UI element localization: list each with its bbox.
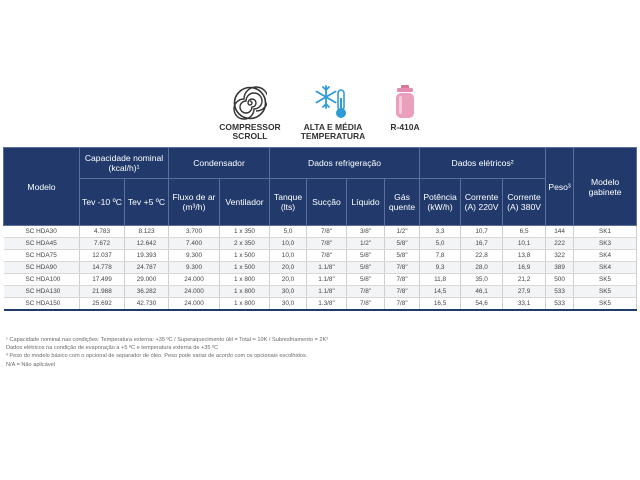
table-cell: 24.787 bbox=[125, 262, 169, 274]
footnotes bbox=[6, 336, 626, 369]
table-cell: 533 bbox=[546, 286, 574, 298]
footnote: ¹ Capacidade nominal nas condições: Temperatura externa: +35 ºC / Superaquecimento útil = Total = 10K / Subresfriamento = 2K² bbox=[6, 337, 329, 343]
table-cell: SK3 bbox=[574, 238, 637, 250]
table-cell: 1.1/8" bbox=[307, 274, 347, 286]
table-cell: 389 bbox=[546, 262, 574, 274]
table-cell: 3.700 bbox=[169, 226, 220, 238]
compressor-scroll-icon bbox=[233, 86, 267, 120]
table-cell: 5,0 bbox=[270, 226, 307, 238]
table-cell: 5/8" bbox=[347, 274, 385, 286]
table-cell: 10,0 bbox=[270, 238, 307, 250]
table-cell: 24.000 bbox=[169, 286, 220, 298]
table-cell: 10,7 bbox=[461, 226, 503, 238]
header-condensador: Condensador bbox=[169, 148, 270, 179]
table-cell: 33,1 bbox=[503, 298, 546, 311]
model-cell: SC HDA100 bbox=[4, 274, 80, 286]
table-row bbox=[4, 286, 637, 298]
table-cell: 222 bbox=[546, 238, 574, 250]
table-row bbox=[4, 298, 637, 311]
table-cell: 10,1 bbox=[503, 238, 546, 250]
table-cell: 12.642 bbox=[125, 238, 169, 250]
table-cell: 13,8 bbox=[503, 250, 546, 262]
table-cell: 28,0 bbox=[461, 262, 503, 274]
table-cell: 30,0 bbox=[270, 298, 307, 311]
table-cell: 1/2" bbox=[385, 226, 420, 238]
table-cell: 30,0 bbox=[270, 286, 307, 298]
table-cell: 16,7 bbox=[461, 238, 503, 250]
table-cell: 7/8" bbox=[385, 262, 420, 274]
header-corrente-220: Corrente (A) 220V bbox=[461, 179, 503, 226]
feature-refrigerant bbox=[380, 84, 430, 132]
table-cell: 1 x 800 bbox=[220, 298, 270, 311]
header-tev-p5: Tev +5 ºC bbox=[125, 179, 169, 226]
header-tanque: Tanque (lts) bbox=[270, 179, 307, 226]
table-cell: 7.672 bbox=[80, 238, 125, 250]
feature-temperature bbox=[297, 84, 369, 141]
table-cell: 7,8 bbox=[420, 250, 461, 262]
table-cell: 7/8" bbox=[347, 298, 385, 311]
header-liquido: Líquido bbox=[347, 179, 385, 226]
table-cell: SK5 bbox=[574, 286, 637, 298]
table-cell: 25.692 bbox=[80, 298, 125, 311]
table-cell: 35,0 bbox=[461, 274, 503, 286]
header-refrigeracao: Dados refrigeração bbox=[270, 148, 420, 179]
table-cell: SK1 bbox=[574, 226, 637, 238]
table-cell: 322 bbox=[546, 250, 574, 262]
table-cell: 7/8" bbox=[307, 226, 347, 238]
table-cell: 1.1/8" bbox=[307, 286, 347, 298]
table-cell: 16,9 bbox=[503, 262, 546, 274]
table-cell: 42.730 bbox=[125, 298, 169, 311]
header-capacidade: Capacidade nominal (kcal/h)¹ bbox=[80, 148, 169, 179]
table-cell: SK4 bbox=[574, 262, 637, 274]
header-corrente-380: Corrente (A) 380V bbox=[503, 179, 546, 226]
spec-table bbox=[3, 147, 637, 311]
table-cell: 29.000 bbox=[125, 274, 169, 286]
table-cell: 9.300 bbox=[169, 250, 220, 262]
table-cell: 21,2 bbox=[503, 274, 546, 286]
table-row bbox=[4, 226, 637, 238]
model-cell: SC HDA150 bbox=[4, 298, 80, 311]
header-modelo: Modelo bbox=[4, 148, 80, 226]
table-cell: 3,3 bbox=[420, 226, 461, 238]
table-cell: 533 bbox=[546, 298, 574, 311]
table-cell: 1 x 350 bbox=[220, 226, 270, 238]
header-peso: Peso³ bbox=[546, 148, 574, 226]
table-cell: 7/8" bbox=[385, 298, 420, 311]
footnote: N/A = Não aplicável bbox=[6, 361, 55, 368]
table-cell: 7/8" bbox=[385, 286, 420, 298]
header-succao: Sucção bbox=[307, 179, 347, 226]
table-cell: 7/8" bbox=[385, 274, 420, 286]
table-cell: 144 bbox=[546, 226, 574, 238]
table-cell: 5,0 bbox=[420, 238, 461, 250]
table-cell: 1 x 500 bbox=[220, 262, 270, 274]
table-cell: 12.037 bbox=[80, 250, 125, 262]
table-cell: 24.000 bbox=[169, 298, 220, 311]
footnote: Dados elétricos na condição de evaporação a +5 ºC e temperatura externa de +35 ºC bbox=[6, 345, 219, 352]
feature-caption: COMPRESSOR SCROLL bbox=[219, 122, 281, 141]
table-row bbox=[4, 238, 637, 250]
feature-caption: ALTA E MÉDIA TEMPERATURA bbox=[300, 122, 366, 141]
table-cell: 5/8" bbox=[347, 250, 385, 262]
table-row bbox=[4, 250, 637, 262]
table-cell: 9.300 bbox=[169, 262, 220, 274]
table-cell: 1.1/8" bbox=[307, 262, 347, 274]
table-cell: 5/8" bbox=[385, 250, 420, 262]
spec-table-body bbox=[4, 226, 637, 311]
feature-icons bbox=[0, 84, 640, 144]
table-cell: SK4 bbox=[574, 250, 637, 262]
table-cell: 5/8" bbox=[385, 238, 420, 250]
table-cell: 11,8 bbox=[420, 274, 461, 286]
table-cell: 3/8" bbox=[347, 226, 385, 238]
model-cell: SC HDA45 bbox=[4, 238, 80, 250]
header-ventilador: Ventilador bbox=[220, 179, 270, 226]
table-cell: SK5 bbox=[574, 274, 637, 286]
table-cell: 7/8" bbox=[307, 238, 347, 250]
table-cell: 1 x 800 bbox=[220, 274, 270, 286]
table-cell: 1/2" bbox=[347, 238, 385, 250]
table-cell: 54,6 bbox=[461, 298, 503, 311]
table-cell: 7/8" bbox=[347, 286, 385, 298]
table-cell: SK5 bbox=[574, 298, 637, 311]
header-potencia: Potência (kW/h) bbox=[420, 179, 461, 226]
model-cell: SC HDA90 bbox=[4, 262, 80, 274]
header-tev-m10: Tev -10 ºC bbox=[80, 179, 125, 226]
header-eletricos: Dados elétricos² bbox=[420, 148, 546, 179]
table-cell: 1 x 800 bbox=[220, 286, 270, 298]
table-cell: 500 bbox=[546, 274, 574, 286]
table-cell: 20,0 bbox=[270, 262, 307, 274]
table-cell: 8.123 bbox=[125, 226, 169, 238]
table-cell: 10,0 bbox=[270, 250, 307, 262]
table-cell: 9,3 bbox=[420, 262, 461, 274]
table-cell: 7.400 bbox=[169, 238, 220, 250]
table-cell: 6,5 bbox=[503, 226, 546, 238]
table-cell: 17.499 bbox=[80, 274, 125, 286]
table-cell: 24.000 bbox=[169, 274, 220, 286]
model-cell: SC HDA75 bbox=[4, 250, 80, 262]
table-cell: 36.282 bbox=[125, 286, 169, 298]
header-fluxo-ar: Fluxo de ar (m³/h) bbox=[169, 179, 220, 226]
table-cell: 14,5 bbox=[420, 286, 461, 298]
table-cell: 20,0 bbox=[270, 274, 307, 286]
table-cell: 1 x 500 bbox=[220, 250, 270, 262]
table-cell: 27,9 bbox=[503, 286, 546, 298]
table-cell: 19.393 bbox=[125, 250, 169, 262]
table-row bbox=[4, 262, 637, 274]
table-cell: 5/8" bbox=[347, 262, 385, 274]
header-gabinete: Modelo gabinete bbox=[574, 148, 637, 226]
refrigerant-cylinder-icon bbox=[393, 84, 417, 120]
table-cell: 46,1 bbox=[461, 286, 503, 298]
footnote: ³ Peso do modelo básico com o opcional de separador de óleo. Peso pode variar de acordo com os opcionais escolhidos. bbox=[6, 353, 308, 360]
table-cell: 21.988 bbox=[80, 286, 125, 298]
table-row bbox=[4, 274, 637, 286]
model-cell: SC HDA130 bbox=[4, 286, 80, 298]
snowflake-thermometer-icon bbox=[314, 84, 352, 120]
feature-compressor-scroll bbox=[218, 84, 282, 141]
header-gas-quente: Gás quente bbox=[385, 179, 420, 226]
table-cell: 14.778 bbox=[80, 262, 125, 274]
table-cell: 22,8 bbox=[461, 250, 503, 262]
table-cell: 2 x 350 bbox=[220, 238, 270, 250]
table-cell: 1.3/8" bbox=[307, 298, 347, 311]
table-cell: 16,5 bbox=[420, 298, 461, 311]
table-cell: 4.783 bbox=[80, 226, 125, 238]
feature-caption: R-410A bbox=[390, 122, 420, 132]
model-cell: SC HDA30 bbox=[4, 226, 80, 238]
table-cell: 7/8" bbox=[307, 250, 347, 262]
